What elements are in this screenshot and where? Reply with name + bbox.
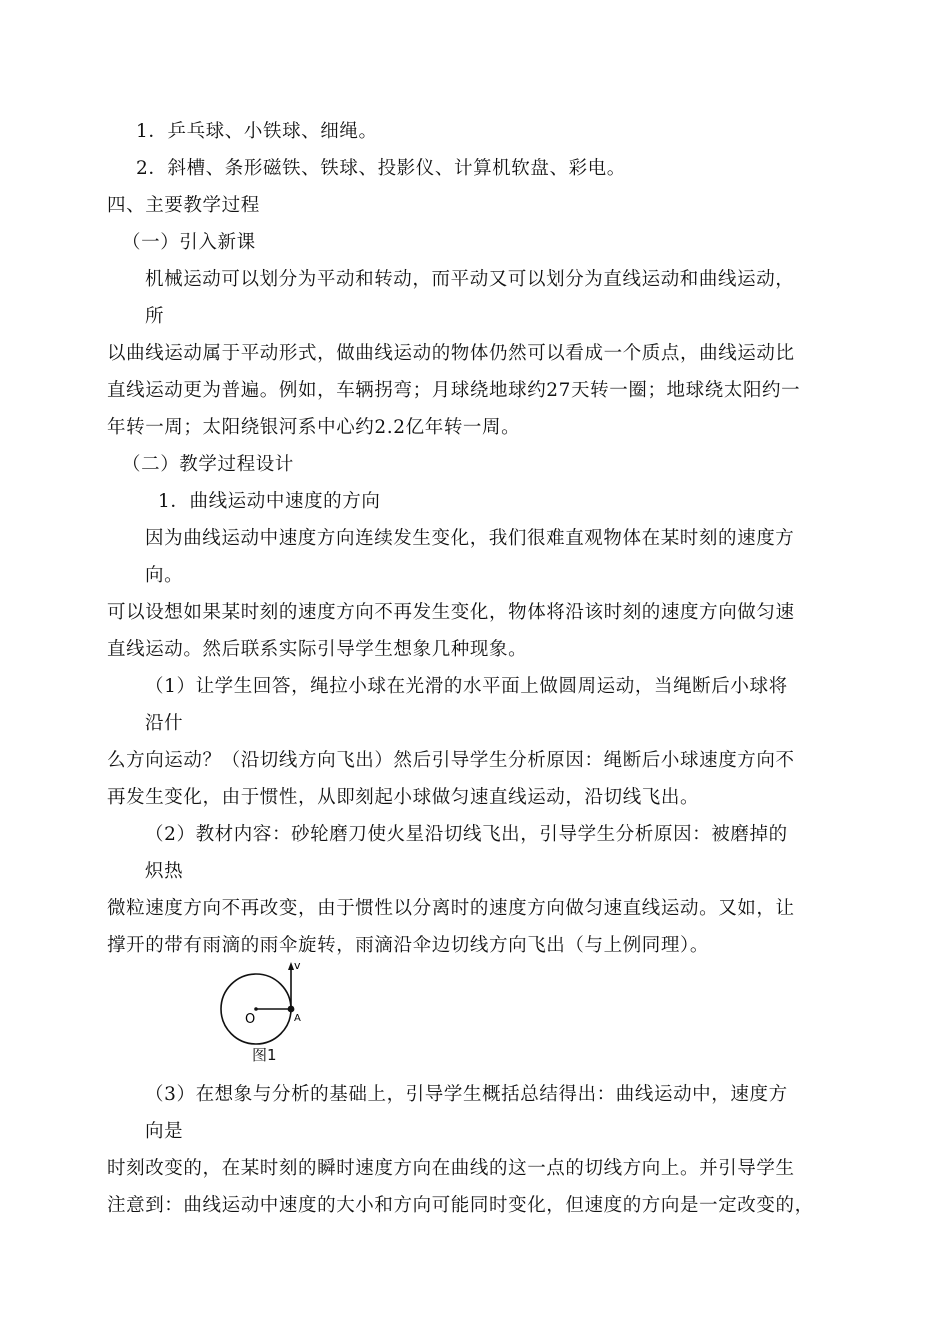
- text-line: 沿什: [145, 713, 184, 734]
- text-line: 直线运动更为普遍。例如，车辆拐弯；月球绕地球约27天转一圈；地球绕太阳约一: [107, 380, 801, 401]
- subsection-heading: 1．曲线运动中速度的方向: [158, 491, 381, 512]
- text-line: （2）教材内容：砂轮磨刀使火星沿切线飞出，引导学生分析原因：被磨掉的: [145, 824, 788, 845]
- circle-velocity-diagram: [218, 952, 308, 1047]
- text-line: 向是: [145, 1121, 184, 1142]
- text-line: 机械运动可以划分为平动和转动，而平动又可以划分为直线运动和曲线运动，: [145, 269, 795, 290]
- text-line: 么方向运动？（沿切线方向飞出）然后引导学生分析原因：绳断后小球速度方向不: [107, 750, 795, 771]
- text-line: （1）让学生回答，绳拉小球在光滑的水平面上做圆周运动，当绳断后小球将: [145, 676, 788, 697]
- text-line: 因为曲线运动中速度方向连续发生变化，我们很难直观物体在某时刻的速度方: [145, 528, 795, 549]
- text-line: 炽热: [145, 861, 184, 882]
- text-line: 注意到：曲线运动中速度的大小和方向可能同时变化，但速度的方向是一定改变的，: [107, 1195, 814, 1216]
- text-line: 微粒速度方向不再改变，由于惯性以分离时的速度方向做匀速直线运动。又如，让: [107, 898, 795, 919]
- section-heading: 四、主要教学过程: [107, 195, 260, 216]
- text-line: 1．乒乓球、小铁球、细绳。: [136, 121, 378, 142]
- text-line: 撑开的带有雨滴的雨伞旋转，雨滴沿伞边切线方向飞出（与上例同理）。: [107, 935, 709, 956]
- subsection-heading: （一）引入新课: [122, 232, 256, 253]
- text-line: 再发生变化，由于惯性，从即刻起小球做匀速直线运动，沿切线飞出。: [107, 787, 700, 808]
- text-line: 直线运动。然后联系实际引导学生想象几种现象。: [107, 639, 528, 660]
- text-line: 2．斜槽、条形磁铁、铁球、投影仪、计算机软盘、彩电。: [136, 158, 626, 179]
- center-point: [254, 1007, 258, 1011]
- text-line: 可以设想如果某时刻的速度方向不再发生变化，物体将沿该时刻的速度方向做匀速: [107, 602, 795, 623]
- text-line: （3）在想象与分析的基础上，引导学生概括总结得出：曲线运动中，速度方: [145, 1084, 788, 1105]
- text-line: 以曲线运动属于平动形式，做曲线运动的物体仍然可以看成一个质点，曲线运动比: [107, 343, 795, 364]
- point-label: A: [294, 1013, 301, 1024]
- text-line: 时刻改变的，在某时刻的瞬时速度方向在曲线的这一点的切线方向上。并引导学生: [107, 1158, 795, 1179]
- text-line: 所: [145, 306, 165, 327]
- text-line: 向。: [145, 565, 184, 586]
- velocity-label: v: [294, 959, 301, 972]
- center-label: O: [245, 1012, 256, 1027]
- text-line: 年转一周；太阳绕银河系中心约2.2亿年转一周。: [107, 417, 521, 438]
- subsection-heading: （二）教学过程设计: [122, 454, 294, 475]
- figure-caption: 图1: [252, 1046, 277, 1064]
